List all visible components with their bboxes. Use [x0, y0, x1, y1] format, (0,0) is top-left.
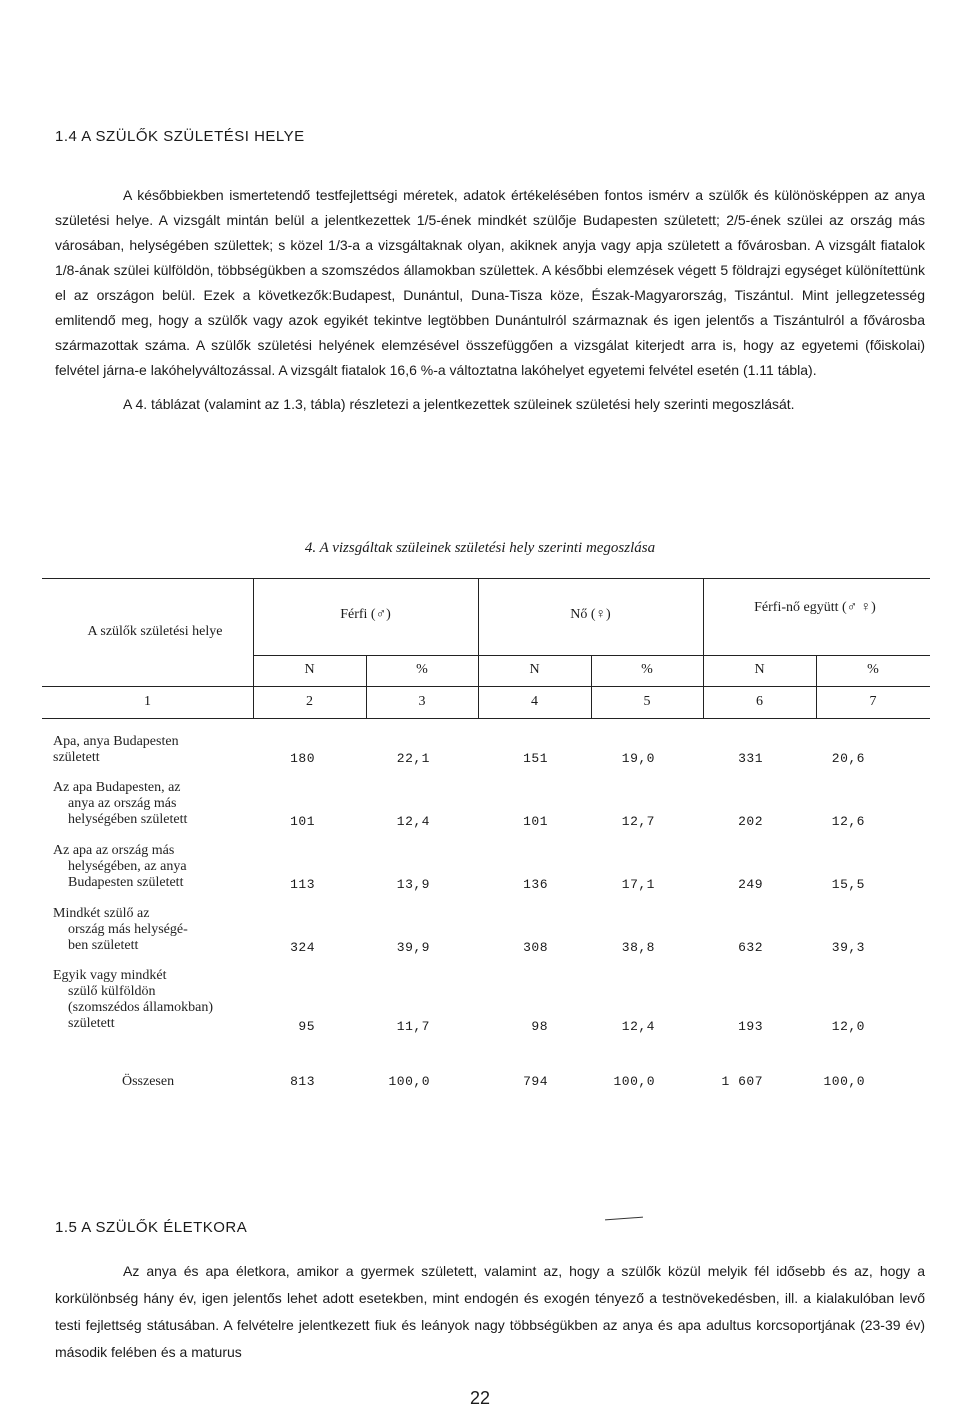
- table-cell: 17,1: [621, 877, 655, 892]
- table-cell: 22,1: [396, 751, 430, 766]
- subheader-n: N: [304, 662, 315, 677]
- table-cell: 151: [523, 751, 548, 766]
- table-cell: 632: [738, 940, 763, 955]
- table-cell: 101: [290, 814, 315, 829]
- total-cell: 1 607: [721, 1074, 763, 1089]
- total-row-label: Összesen: [122, 1074, 175, 1089]
- section-heading-birthplace: 1.4 A SZÜLŐK SZÜLETÉSI HELYE: [55, 128, 305, 145]
- table-cell: 39,9: [396, 940, 430, 955]
- total-cell: 100,0: [613, 1074, 655, 1089]
- table-cell: 95: [298, 1019, 315, 1034]
- table-cell: 20,6: [831, 751, 865, 766]
- table-cell: 136: [523, 877, 548, 892]
- table-row-label: Az apa Budapesten, az anya az ország más helységében született: [53, 780, 188, 827]
- table-row-label: Egyik vagy mindkét szülő külföldön (szomszédos államokban) született: [53, 968, 214, 1031]
- table-cell: 39,3: [831, 940, 865, 955]
- table-title: 4. A vizsgáltak szüleinek születési hely szerinti megoszlása: [304, 540, 656, 556]
- column-number: 1: [144, 694, 151, 709]
- table-cell: 11,7: [396, 1019, 430, 1034]
- paragraph: Az anya és apa életkora, amikor a gyermek született, valamint az, hogy a szülők közül melyik fél idősebb és az, hogy a korkülönbség hány év, igen jelentős lehet adott esetekben, mint endogén és exogén tényező a testnövekedésben, ill. a kialakulóban levő testi fejlettség státusában. A felvételre jelentkezett fiuk és leányok nagy többségükben az anya és apa adultus korcsoportjának (23-39 év) második felében és a maturus: [55, 1263, 925, 1360]
- group-header-female: Nő (♀): [570, 607, 611, 622]
- table-cell: 12,6: [831, 814, 865, 829]
- paragraph: A későbbiekben ismertetendő testfejlettségi méretek, adatok értékelésében fontos ismérv a szülők és különösképpen az anya születési helye. A vizsgált mintán belül a jelentkezettek 1/5-ének mindkét szülője Budapesten született; 2/5-ének szülei az ország más városában, helységében születtek; s közel 1/3-a a vizsgáltaknak olyan, akiknek anyja vagy apja született a fővárosban. A vizsgált fiatalok 1/8-ának szülei külföldön, többségükben a szomszédos államokban születtek. A későbbi elemzések végett 5 földrajzi egységet különítettünk el az országon belül. Ezek a következők:Budapest, Dunántul, Duna-Tisza köze, Észak-Magyarország, Tiszántul. Mint jellegzetesség emlitendő meg, hogy a szülők vagy azok egyikét tekintve legtöbben Dunántulról származnak és igen jelentős a Tiszántulról a fővárosba származottak száma. A szülők születési helyének elemzésével összefüggően a vizsgálat kiterjedt arra is, hogy az egyetemi (főiskolai) felvétel járna-e lakóhelyváltozással. A vizsgált fiatalok 16,6 %-a változtatna lakóhelyet egyetemi felvétel esetén (1.11 tábla).: [55, 187, 925, 378]
- paragraph: A 4. táblázat (valamint az 1.3, tábla) részletezi a jelentkezettek szüleinek születési hely szerinti megoszlását.: [123, 396, 795, 412]
- subheader-n: N: [529, 662, 540, 677]
- table-row-label: Az apa az ország más helységében, az anya Budapesten született: [53, 843, 187, 890]
- table-cell: 202: [738, 814, 763, 829]
- table-cell: 19,0: [621, 751, 655, 766]
- table-row-label: Mindkét szülő az ország más helységé- ben született: [53, 906, 188, 953]
- column-number: 4: [531, 694, 538, 709]
- column-number: 7: [869, 694, 877, 709]
- row-header-label: A szülők születési helye: [87, 624, 223, 639]
- table-cell: 324: [290, 940, 315, 955]
- header-rule: [42, 686, 930, 687]
- table-cell: 12,4: [396, 814, 430, 829]
- section-body-birthplace: [55, 183, 925, 417]
- table-cell: 38,8: [621, 940, 655, 955]
- table-cell: 193: [738, 1019, 763, 1034]
- stray-mark: [605, 1217, 643, 1221]
- column-number: 6: [756, 694, 763, 709]
- table-cell: 249: [738, 877, 763, 892]
- table-row-label: Apa, anya Budapesten született: [53, 734, 179, 765]
- table-cell: 101: [523, 814, 548, 829]
- table-top-rule: [42, 578, 930, 579]
- table-cell: 13,9: [396, 877, 430, 892]
- group-header-male: Férfi (♂): [340, 607, 391, 622]
- total-cell: 794: [523, 1074, 548, 1089]
- column-number: 3: [418, 694, 426, 709]
- section-heading-parent-age: 1.5 A SZÜLŐK ÉLETKORA: [55, 1219, 248, 1236]
- table-cell: 12,0: [831, 1019, 865, 1034]
- col-number-rule: [42, 718, 930, 719]
- subheader-percent: %: [867, 662, 879, 677]
- table-cell: 12,4: [621, 1019, 655, 1034]
- table-cell: 113: [290, 877, 315, 892]
- subheader-percent: %: [416, 662, 428, 677]
- section-body-parent-age: [55, 1258, 925, 1366]
- table-cell: 12,7: [621, 814, 655, 829]
- table-cell: 98: [531, 1019, 548, 1034]
- total-cell: 100,0: [823, 1074, 865, 1089]
- table-cell: 180: [290, 751, 315, 766]
- total-cell: 813: [290, 1074, 315, 1089]
- subheader-percent: %: [641, 662, 653, 677]
- column-number: 5: [643, 694, 651, 709]
- table-cell: 331: [738, 751, 763, 766]
- total-cell: 100,0: [388, 1074, 430, 1089]
- page-number: 22: [469, 1388, 491, 1408]
- column-number: 2: [306, 694, 313, 709]
- group-header-total: Férfi-nő együtt (♂ ♀): [754, 600, 876, 615]
- subheader-n: N: [754, 662, 765, 677]
- table-cell: 308: [523, 940, 548, 955]
- subheader-rule: [253, 655, 930, 656]
- table-cell: 15,5: [831, 877, 865, 892]
